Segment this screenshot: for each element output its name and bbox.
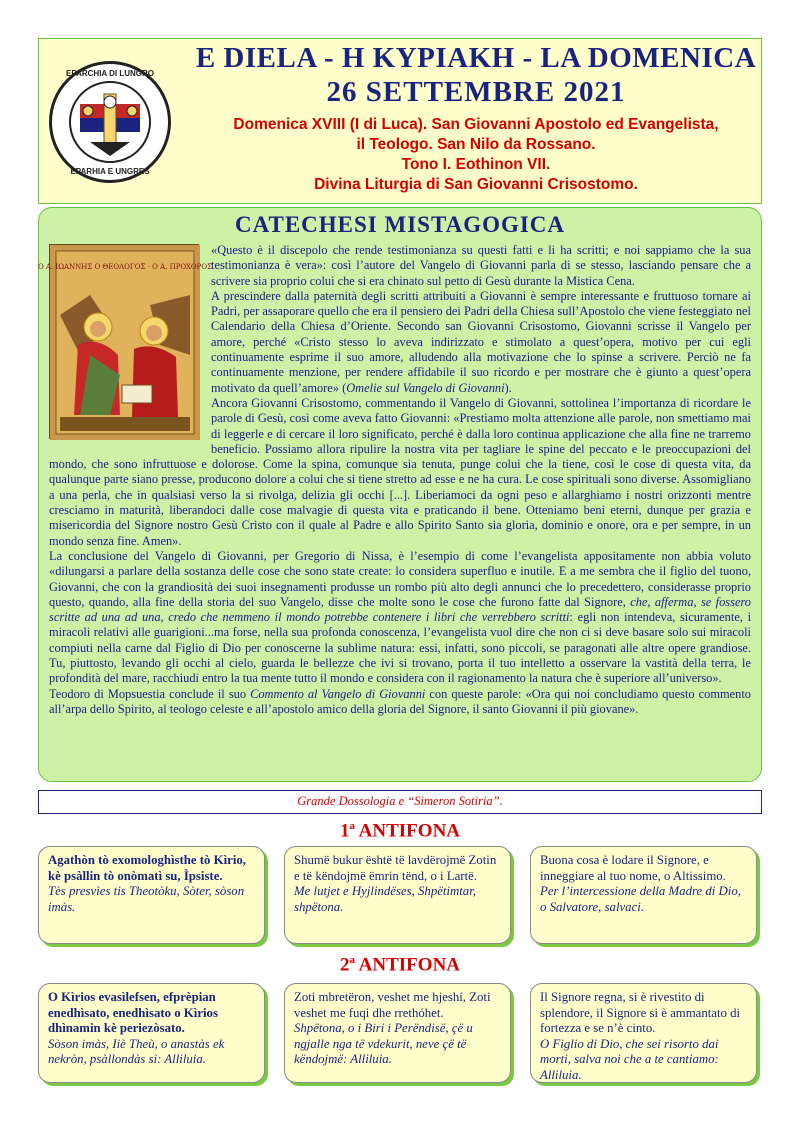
- seal-text-bottom: EPARHIA E UNGRES: [70, 167, 150, 176]
- date-title: 26 SETTEMBRE 2021: [326, 76, 626, 108]
- refrain-text: Sòson imàs, Iiè Theù, o anastàs ek nekròn, psàllondàs si: Alliluia.: [48, 1036, 225, 1067]
- subtitle-line: Divina Liturgia di San Giovanni Crisostomo.: [314, 176, 638, 193]
- header-panel: [38, 38, 762, 204]
- catechesi-paragraph: La conclusione del Vangelo di Giovanni, per Gregorio di Nissa, è l’esempio di come l’evangelista appositamente non abbia voluto «dilungarsi a parlare della sostanza delle cose che sono state create: lo considera superfluo e inutile. E a me sembra che il figlio del tuono, Giovanni, che con la grandiosità dei suoi insegnamenti produsse un rombo più alto degli annunci che lo precedettero, considerasse proprio questo, quando, alla fine della storia del suo Vangelo, disse che molte sono le cose che furono fatte dal Signore, che, afferma, se fossero scritte ad una ad una, credo che nemmeno il mondo potrebbe contenere i libri che verrebbero scritti: egli non intendeva, sicuramente, i miracoli relativi alle guarigioni...ma forse, nella sua profonda conoscenza, l’evangelista vuol dire che non ci si deve basare solo sui miracoli compiuti nella carne dal Figlio di Dio per conoscerne la sublime natura: essi, infatti, sono piccoli, se paragonati alle altre opere grandiose. Tu, piuttosto, levando gli occhi al cielo, guarda le bellezze che ivi si trovano, porta il tuo intelletto a osservare la vastità della terra, le profondità del mare, racchiudi entro la tua mente tutto il mondo e considera con il ragionamento la natura che è superiore all’universo».: [49, 548, 752, 686]
- verse-text: Agathòn tò exomologhìsthe tò Kìrio, kè psàllin tò onòmatì su, Ìpsiste.: [48, 853, 246, 883]
- catechesi-paragraph: A prescindere dalla paternità degli scritti attribuiti a Giovanni è sempre interessante e fruttuoso tornare ai Padri, per assaporare quello che era il pensiero dei Padri della Chiesa sull’Apostolo che viene festeggiato nel Calendario della Chiesa d’Oriente. Secondo san Giovanni Crisostomo, Giovanni scrisse il Vangelo per amore, perché «Cristo stesso lo aveva indirizzato e stimolato a quest’opera, motivo per cui egli continuamente esprime il suo amore, alludendo alla motivazione che lo spinse a scrivere. Perciò ne fa continuamente menzione, per rendere affidabile il suo ricordo e per mostrare che è giunto a quest’opera motivato da quell’amore» (Omelie sul Vangelo di Giovanni).: [211, 288, 751, 395]
- refrain-text: O Figlio di Dio, che sei risorto dai morti, salva noi che a te cantiamo: Alliluia.: [540, 1036, 719, 1082]
- seal-emblem-icon: [52, 64, 168, 180]
- antifona-1-heading: 1$^a$ ANTIFONA: [339, 820, 461, 842]
- verse-text: O Kìrios evasìlefsen, efprèpian enedhìsato, enedhìsato o Kìrios dhìnamin kè periezòsato.: [48, 990, 218, 1036]
- antifona-2-heading: 2$^a$ ANTIFONA: [339, 954, 461, 976]
- antifona-1-albanian-box: [284, 846, 511, 944]
- doxology-banner: Grande Dossologia e “Simeron Sotiria”.: [38, 790, 762, 814]
- catechesi-paragraph: Ancora Giovanni Crisostomo, commentando il Vangelo di Giovanni, sottolinea l’importanza di ricordare le parole di Gesù, così come aveva fatto Giovanni: «Prestiamo molta attenzione alle parole, non smettiamo mai di leggerle e di cercare il loro significato, perché è dalla loro continua applicazione che alla fine ne trarremo beneficio. Possiamo allora ripulire la nostra vita per tagliare le spine del peccato e le preoccupazioni del mondo, che sono infruttuose e dolorose. Come la spina, comunque sia tenuta, punge colui che la tiene, così le cose di questa vita, da qualunque parte siano presse, producono dolore a colui che si tiene stretto ad esse e ne ha cura. Le cose spirituali sono diverse. Assomigliano a una perla, che in qualsiasi verso la si rivolga, delizia gli occhi [...]. Liberiamoci da ogni peso e allarghiamo i nostri orizzonti mentre cresciamo in maturità, liberandoci dalle cose malvagie di questa vita e praticando il bene. Otteniamo beni eterni, dunque per grazia e misericordia del Signore nostro Gesù Cristo con il quale al Padre e allo Spirito Santo sia gloria, dominio e onore, ora e per sempre, in un mondo senza fine. Amen».: [49, 395, 751, 548]
- subtitle-line: il Teologo. San Nilo da Rossano.: [356, 136, 596, 153]
- antifona-1-italian-box: [530, 846, 757, 944]
- catechesi-title: CATECHESI MISTAGOGICA: [234, 212, 566, 237]
- subtitle-line: Domenica XVIII (I di Luca). San Giovanni Apostolo ed Evangelista,: [233, 116, 719, 133]
- antifona-2-albanian-box: [284, 983, 511, 1083]
- verse-text: Buona cosa è lodare il Signore, e inneggiare al tuo nome, o Altissimo.: [540, 853, 726, 883]
- verse-text: Il Signore regna, si è rivestito di splendore, il Signore si è ammantato di fortezza e se n’è cinto.: [540, 990, 741, 1036]
- catechesi-body: [49, 243, 751, 717]
- refrain-text: Shpëtona, o i Biri i Perëndisë, çë u ngjalle nga të vdekurit, neve çë të këndojmë: Alliluia.: [294, 1021, 473, 1067]
- verse-text: Shumë bukur është të lavdërojmë Zotin e të këndojmë ëmrin tënd, o i Lartë.: [294, 853, 497, 883]
- seal-text-top: EPARCHIA DI LUNGRO: [66, 69, 154, 78]
- refrain-text: Per l’intercessione della Madre di Dio, o Salvatore, salvaci.: [540, 884, 741, 914]
- refrain-text: Me lutjet e Hyjlindëses, Shpëtimtar, shpëtona.: [294, 884, 476, 914]
- page-title: E DIELA - H KYPIAKH - LA DOMENICA: [195, 42, 757, 74]
- catechesi-paragraph: Teodoro di Mopsuestia conclude il suo Commento al Vangelo di Giovanni con queste parole: «Ora qui noi concludiamo questo commento all’arpa dello Spirito, al teologo celeste e all’apostolo amico della gloria del Signore, il santo Giovanni il più giovane».: [49, 686, 751, 716]
- subtitle-line: Tono I. Eothinon VII.: [401, 156, 551, 173]
- antifona-2-greek-box: [38, 983, 265, 1083]
- icon-caption: O A. IΩANNHΣ O ΘEOΛOΓOΣ · O A. ΠPOXOPOΣ: [37, 263, 213, 271]
- feast-subtitle: [189, 115, 763, 195]
- antifona-1-greek-box: [38, 846, 265, 944]
- verse-text: Zoti mbretëron, veshet me hjeshí, Zoti veshet me fuqi dhe rrethóhet.: [294, 990, 491, 1020]
- catechesi-panel: [38, 207, 762, 782]
- eparchy-seal-logo: [49, 61, 171, 183]
- catechesi-paragraph: «Questo è il discepolo che rende testimonianza su questi fatti e li ha scritti; e noi sappiamo che la sua testimonianza è vera»: così l’autore del Vangelo di Giovanni parla di se stesso, lasciando pensare che a scrivere sia proprio colui che si era chinato sul petto di Gesù durante la Mistica Cena.: [211, 243, 751, 288]
- antifona-2-italian-box: [530, 983, 757, 1083]
- refrain-text: Tès presvìes tis Theotòku, Sòter, sòson imàs.: [48, 884, 245, 914]
